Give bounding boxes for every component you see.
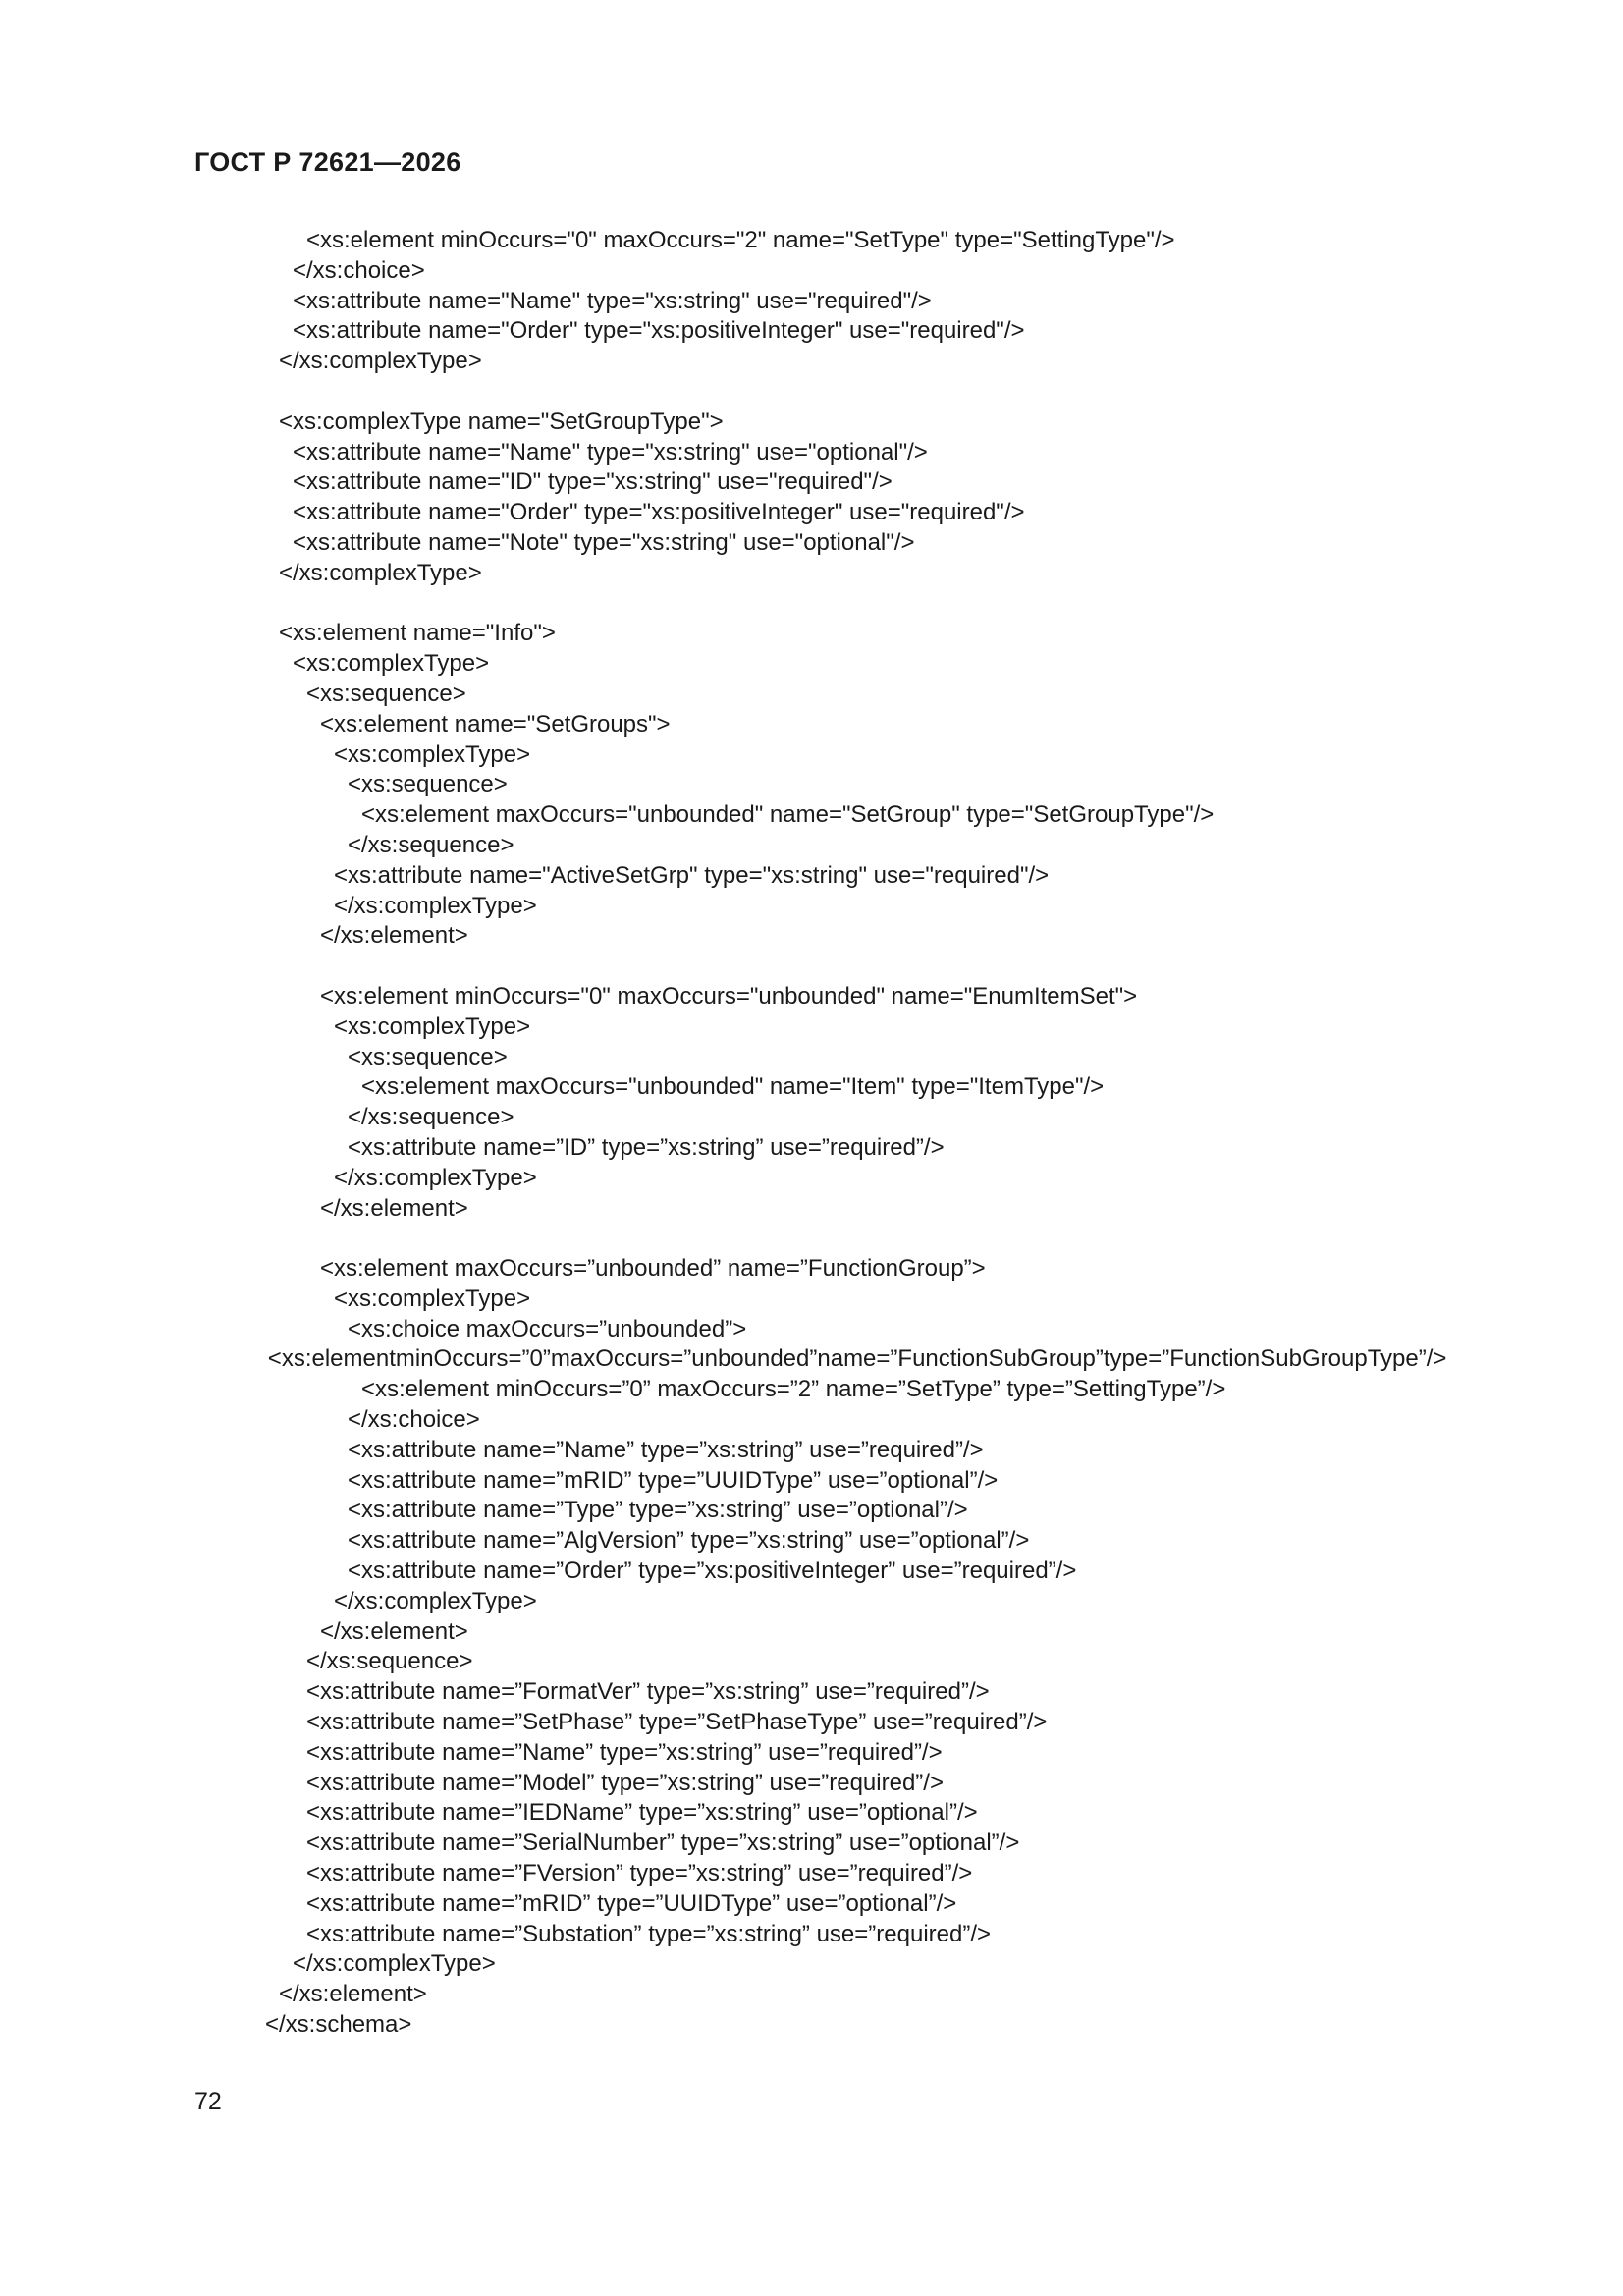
code-line: </xs:sequence> [348,1104,514,1131]
code-line: <xs:complexType> [334,1012,531,1040]
code-line: <xs:sequence> [348,771,508,798]
code-line: <xs:element maxOccurs="unbounded" name="Item" type="ItemType"/> [361,1073,1105,1101]
code-line: </xs:choice> [293,256,425,284]
code-line: <xs:attribute name="Name" type="xs:string" use="optional"/> [293,438,928,465]
code-line: <xs:attribute name="Name" type="xs:string" use="required"/> [293,287,932,314]
code-line: </xs:choice> [348,1406,480,1434]
code-line: </xs:element> [320,1617,468,1645]
code-line: </xs:element> [279,1981,427,2008]
code-line: <xs:elementminOccurs=”0”maxOccurs=”unbounded”name=”FunctionSubGroup”type=”FunctionSubGroupType”/> [267,1345,1447,1373]
code-line: </xs:complexType> [279,348,482,375]
blank-line [0,589,1623,620]
code-line: </xs:sequence> [306,1648,473,1675]
code-line: <xs:element minOccurs="0" maxOccurs="2" name="SetType" type="SettingType"/> [306,227,1175,253]
code-line: <xs:element minOccurs=”0” maxOccurs=”2” name=”SetType” type=”SettingType”/> [361,1376,1226,1403]
code-line: </xs:element> [320,1194,468,1222]
code-line: </xs:complexType> [334,1164,537,1191]
blank-line [0,377,1623,408]
code-line: <xs:attribute name=”Name” type=”xs:string” use=”required”/> [348,1436,984,1463]
code-line: <xs:attribute name=”mRID” type=”UUIDType” use=”optional”/> [348,1466,999,1494]
code-line: <xs:attribute name=”Substation” type=”xs:string” use=”required”/> [306,1920,992,1947]
code-line: <xs:attribute name=”Model” type=”xs:string” use=”required”/> [306,1769,944,1796]
code-line: <xs:sequence> [306,680,466,707]
document-header: ГОСТ Р 72621—2026 [194,147,461,177]
code-line: <xs:choice maxOccurs=”unbounded”> [348,1315,747,1342]
code-line: <xs:element maxOccurs="unbounded" name="SetGroup" type="SetGroupType"/> [361,801,1215,829]
code-line: <xs:complexType name="SetGroupType"> [279,408,724,435]
blank-line [0,1224,1623,1254]
code-line: <xs:element maxOccurs=”unbounded” name=”FunctionGroup”> [320,1255,986,1283]
code-line: <xs:complexType> [334,1285,531,1312]
code-line: </xs:element> [320,922,468,950]
code-line: <xs:complexType> [334,740,531,768]
code-line: <xs:sequence> [348,1043,508,1070]
code-line: <xs:attribute name="ActiveSetGrp" type="xs:string" use="required"/> [334,861,1050,889]
code-line: </xs:complexType> [293,1950,496,1978]
page-number: 72 [194,2088,222,2115]
code-line: <xs:attribute name="Order" type="xs:positiveInteger" use="required"/> [293,317,1025,345]
code-line: </xs:schema> [265,2011,412,2039]
code-line: <xs:attribute name="Order" type="xs:positiveInteger" use="required"/> [293,499,1025,526]
code-line: </xs:complexType> [334,1587,537,1614]
code-line: <xs:attribute name=”Order” type=”xs:positiveInteger” use=”required”/> [348,1558,1077,1585]
code-line: </xs:complexType> [279,559,482,586]
code-line: <xs:attribute name=”IEDName” type=”xs:string” use=”optional”/> [306,1799,978,1827]
code-line: <xs:attribute name=”Name” type=”xs:string” use=”required”/> [306,1738,943,1766]
code-line: <xs:attribute name="ID" type="xs:string" use="required"/> [293,468,893,496]
code-line: <xs:attribute name=”AlgVersion” type=”xs:string” use=”optional”/> [348,1527,1030,1555]
code-line: <xs:complexType> [293,650,490,678]
code-line: <xs:attribute name=”FVersion” type=”xs:string” use=”required”/> [306,1860,973,1887]
blank-line [0,952,1623,982]
code-line: </xs:complexType> [334,892,537,919]
code-line: <xs:attribute name=”ID” type=”xs:string” use=”required”/> [348,1133,945,1161]
code-line: <xs:attribute name=”Type” type=”xs:string” use=”optional”/> [348,1497,968,1524]
code-line: <xs:element name="Info"> [279,620,556,647]
xml-schema-listing [0,226,1623,2041]
code-line: <xs:element minOccurs="0" maxOccurs="unbounded" name="EnumItemSet"> [320,982,1138,1010]
code-line: </xs:sequence> [348,831,514,858]
code-line: <xs:element name="SetGroups"> [320,710,671,738]
code-line: <xs:attribute name="Note" type="xs:string" use="optional"/> [293,528,915,556]
code-line: <xs:attribute name=”SetPhase” type=”SetPhaseType” use=”required”/> [306,1709,1048,1736]
code-line: <xs:attribute name=”FormatVer” type=”xs:string” use=”required”/> [306,1678,990,1706]
code-line: <xs:attribute name=”mRID” type=”UUIDType” use=”optional”/> [306,1889,957,1917]
code-line: <xs:attribute name=”SerialNumber” type=”xs:string” use=”optional”/> [306,1830,1020,1857]
